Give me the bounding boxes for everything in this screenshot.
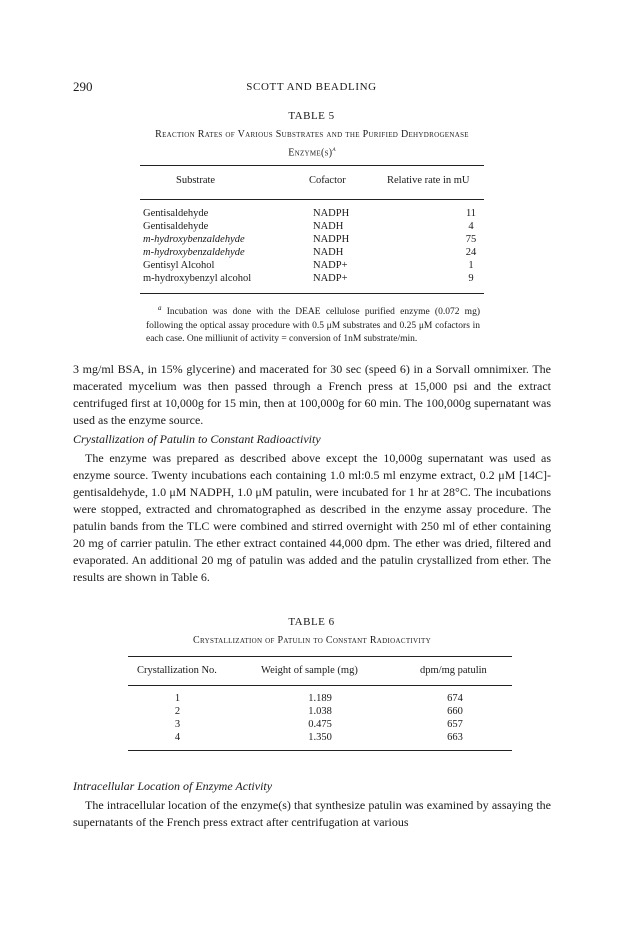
table5-col-rate: Relative rate in mU (387, 175, 470, 186)
table5-footnote-text: Incubation was done with the DEAE cellulose purified enzyme (0.072 mg) following the optical assay procedure with 0.5 μM substrates and 0.25 μM cofactors in each case. One milliunit of activity = conversion of 1nM substrate/min. (146, 307, 480, 345)
table5-cell: m-hydroxybenzyl alcohol (143, 273, 252, 284)
table5-cell: 1 (468, 260, 474, 271)
table5-caption-mark: a (332, 145, 336, 153)
table5-cell: 75 (465, 234, 477, 245)
section-title-crystallization: Crystallization of Patulin to Constant Radioactivity (73, 432, 321, 446)
table6-col-weight: Weight of sample (mg) (261, 665, 358, 676)
table5-cell: 9 (468, 273, 474, 284)
table6-cell: 1.038 (308, 706, 332, 717)
table6-top-rule (128, 656, 512, 657)
paragraph-enzyme-prep (73, 361, 551, 429)
table5-caption-text: Reaction Rates of Various Substrates and the Purified Dehydrogenase Enzyme(s) (155, 129, 469, 159)
table6-cell: 1.189 (308, 693, 332, 704)
table6-col-crystallization: Crystallization No. (137, 665, 217, 676)
table6-cell: 4 (174, 732, 181, 743)
table5-bottom-rule (140, 293, 484, 294)
table5-cell: NADPH (313, 208, 350, 219)
table5-header-rule (140, 199, 484, 200)
table6-cell: 657 (447, 719, 463, 730)
table6-header-rule (128, 685, 512, 686)
table6-bottom-rule (128, 750, 512, 751)
table5-body (143, 207, 511, 285)
table5-cell: 4 (468, 221, 474, 232)
table5-col-cofactor: Cofactor (309, 175, 346, 186)
table5-footnote (146, 302, 480, 347)
table-row (143, 259, 511, 272)
table-row (115, 718, 525, 731)
table5-cell: Gentisyl Alcohol (143, 260, 215, 271)
paragraph-text: The intracellular location of the enzyme(s) that synthesize patulin was examined by assaying the supernatants of the French press extract after centrifugation at various (73, 798, 551, 829)
table6-cell: 1.350 (308, 732, 332, 743)
table5-cell: NADP+ (313, 273, 348, 284)
table5-cell: Gentisaldehyde (143, 221, 209, 232)
table5-cell: NADP+ (313, 260, 348, 271)
table-row (143, 246, 511, 259)
table5-label: TABLE 5 (288, 110, 335, 122)
table5-col-substrate: Substrate (176, 175, 216, 186)
table5-cell: Gentisaldehyde (143, 208, 209, 219)
table6-col-dpm: dpm/mg patulin (420, 665, 487, 676)
table-row (143, 207, 511, 220)
table6-cell: 674 (447, 693, 463, 704)
table5-cell: 11 (465, 208, 477, 219)
table6-cell: 1 (174, 693, 181, 704)
table5-caption (140, 128, 484, 160)
table5-cell: m-hydroxybenzaldehyde (143, 247, 245, 258)
paragraph-text: The enzyme was prepared as described above except the 10,000g supernatant was used as enzyme source. Twenty incubations each containing 1.0 ml:0.5 ml enzyme extract, 0.2 μM [14C]-gentisaldehyde, 1.0 μM NADPH, 1.0 μM patulin, were incubated for 1 hr at 28°C. The incubations were stopped, extracted and chromatographed as described in the enzyme assay procedure. The patulin bands from the TLC were combined and stirred overnight with 250 ml of ether containing 20 mg of carrier patulin. The ether extract contained 44,000 dpm. The ether was dried, filtered and evaporated. An additional 20 mg of patulin was added and the patulin crystallized from ether. The results are shown in Table 6. (73, 451, 551, 584)
table6-cell: 2 (174, 706, 181, 717)
page-number: 290 (73, 79, 93, 94)
running-head: SCOTT AND BEADLING (246, 81, 377, 93)
table6-cell: 663 (447, 732, 463, 743)
table5-cell: NADH (313, 221, 344, 232)
table-row (115, 705, 525, 718)
table6-body (115, 692, 525, 744)
table5-cell: NADPH (313, 234, 350, 245)
table6-cell: 0.475 (308, 719, 332, 730)
table6-caption: Crystallization of Patulin to Constant Radioactivity (193, 635, 431, 646)
table-row (143, 272, 511, 285)
section-title-intracellular: Intracellular Location of Enzyme Activity (73, 779, 273, 793)
table5-top-rule (140, 165, 484, 166)
table-row (115, 692, 525, 705)
paragraph-intracellular (73, 797, 551, 831)
table5-cell: m-hydroxybenzaldehyde (143, 234, 245, 245)
paragraph-text: 3 mg/ml BSA, in 15% glycerine) and macerated for 30 sec (speed 6) in a Sorvall omnimixer. The macerated mycelium was then passed through a French press at 15,000 psi and the extract centrifuged first at 10,000g for 15 min, then at 100,000g for 60 min. The 100,000g supernatant was used as the enzyme source. (73, 362, 551, 427)
table6-cell: 3 (174, 719, 181, 730)
table5-cell: NADH (313, 247, 344, 258)
table-row (143, 220, 511, 233)
table5-footnote-mark: a (158, 304, 162, 312)
paragraph-crystallization (73, 450, 551, 586)
table6-cell: 660 (447, 706, 463, 717)
table-row (143, 233, 511, 246)
table6-label: TABLE 6 (288, 616, 335, 628)
table5-cell: 24 (465, 247, 477, 258)
table-row (115, 731, 525, 744)
